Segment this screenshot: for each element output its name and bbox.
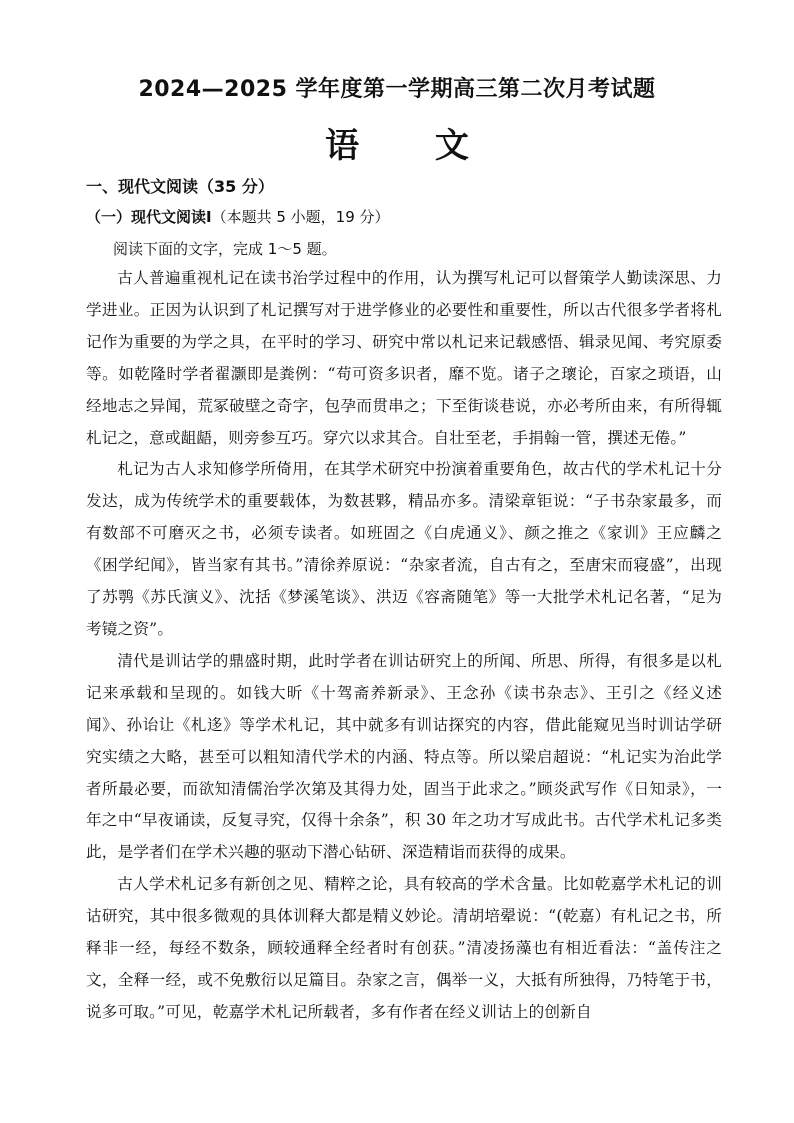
section-heading: 一、现代文阅读（35 分） (86, 177, 274, 196)
passage-paragraph-4: 古人学术札记多有新创之见、精粹之论，具有较高的学术含量。比如乾嘉学术札记的训诂研究，其中很多微观的具体训释大都是精义妙论。清胡培翚说：“(乾嘉）有札记之书，所释非一经，每经不数条，顾较通释全经者时有创获。”清凌扬藻也有相近看法：“盖传注之文，全释一经，或不免敷衍以足篇目。杂家之言，偶举一义，大抵有所独得，乃特笔于书，说多可取。”可见，乾嘉学术札记所载者，多有作者在经义训诂上的创新自 (86, 875, 722, 1021)
exam-title: 2024—2025 学年度第一学期高三第二次月考试题 (138, 77, 656, 102)
reading-passage (86, 263, 722, 1029)
passage-paragraph-3: 清代是训诂学的鼎盛时期，此时学者在训诂研究上的所闻、所思、所得，有很多是以札记来承载和呈现的。如钱大昕《十驾斋养新录》、王念孙《读书杂志》、王引之《经义述闻》、孙诒让《札迻》等学术札记，其中就多有训诂探究的内容，借此能窥见当时训诂学研究实绩之大略，甚至可以粗知清代学术的内涵、特点等。所以梁启超说：“札记实为治此学者所最必要，而欲知清儒治学次第及其得力处，固当于此求之。”顾炎武写作《日知录》，一年之中“早夜诵读，反复寻究，仅得十余条”，积 30 年之功才写成此书。古代学术札记多类此，是学者们在学术兴趣的驱动下潜心钻研、深造精诣而获得的成果。 (86, 651, 722, 862)
sub-heading-label: （一）现代文阅读Ⅰ (86, 208, 212, 226)
subject-title: 语 文 (325, 126, 501, 166)
sub-heading-note: （本题共 5 小题，19 分） (211, 208, 390, 226)
reading-instruction: 阅读下面的文字，完成 1～5 题。 (113, 240, 337, 258)
passage-paragraph-2: 札记为古人求知修学所倚用，在其学术研究中扮演着重要角色，故古代的学术札记十分发达，成为传统学术的重要载体，为数甚夥，精品亦多。清梁章钜说：“子书杂家最多，而有数部不可磨灭之书，必须专读者。如班固之《白虎通义》、颜之推之《家训》王应麟之《困学纪闻》，皆当家有其书。”清徐养原说：“杂家者流，自古有之，至唐宋而寝盛”，出现了苏鹗《苏氏演义》、沈括《梦溪笔谈》、洪迈《容斋随笔》等一大批学术札记名著，“足为考镜之资”。 (86, 460, 722, 638)
passage-paragraph-1: 古人普遍重视札记在读书治学过程中的作用，认为撰写札记可以督策学人勤读深思、力学进业。正因为认识到了札记撰写对于进学修业的必要性和重要性，所以古代很多学者将札记作为重要的为学之具，在平时的学习、研究中常以札记来记载感悟、辑录见闻、考究原委等。如乾隆时学者翟灏即是粪例：“苟可资多识者，靡不览。诸子之瓌论，百家之琐语，山经地志之异闻，荒冢破壁之奇字，包孕而贯串之；下至街谈巷说，亦必考所由来，有所得辄札记之，意或龃龉，则旁参互巧。穿穴以求其合。自壮至老，手捐翰一管，撰述无倦。” (86, 269, 722, 447)
sub-heading (86, 206, 390, 227)
